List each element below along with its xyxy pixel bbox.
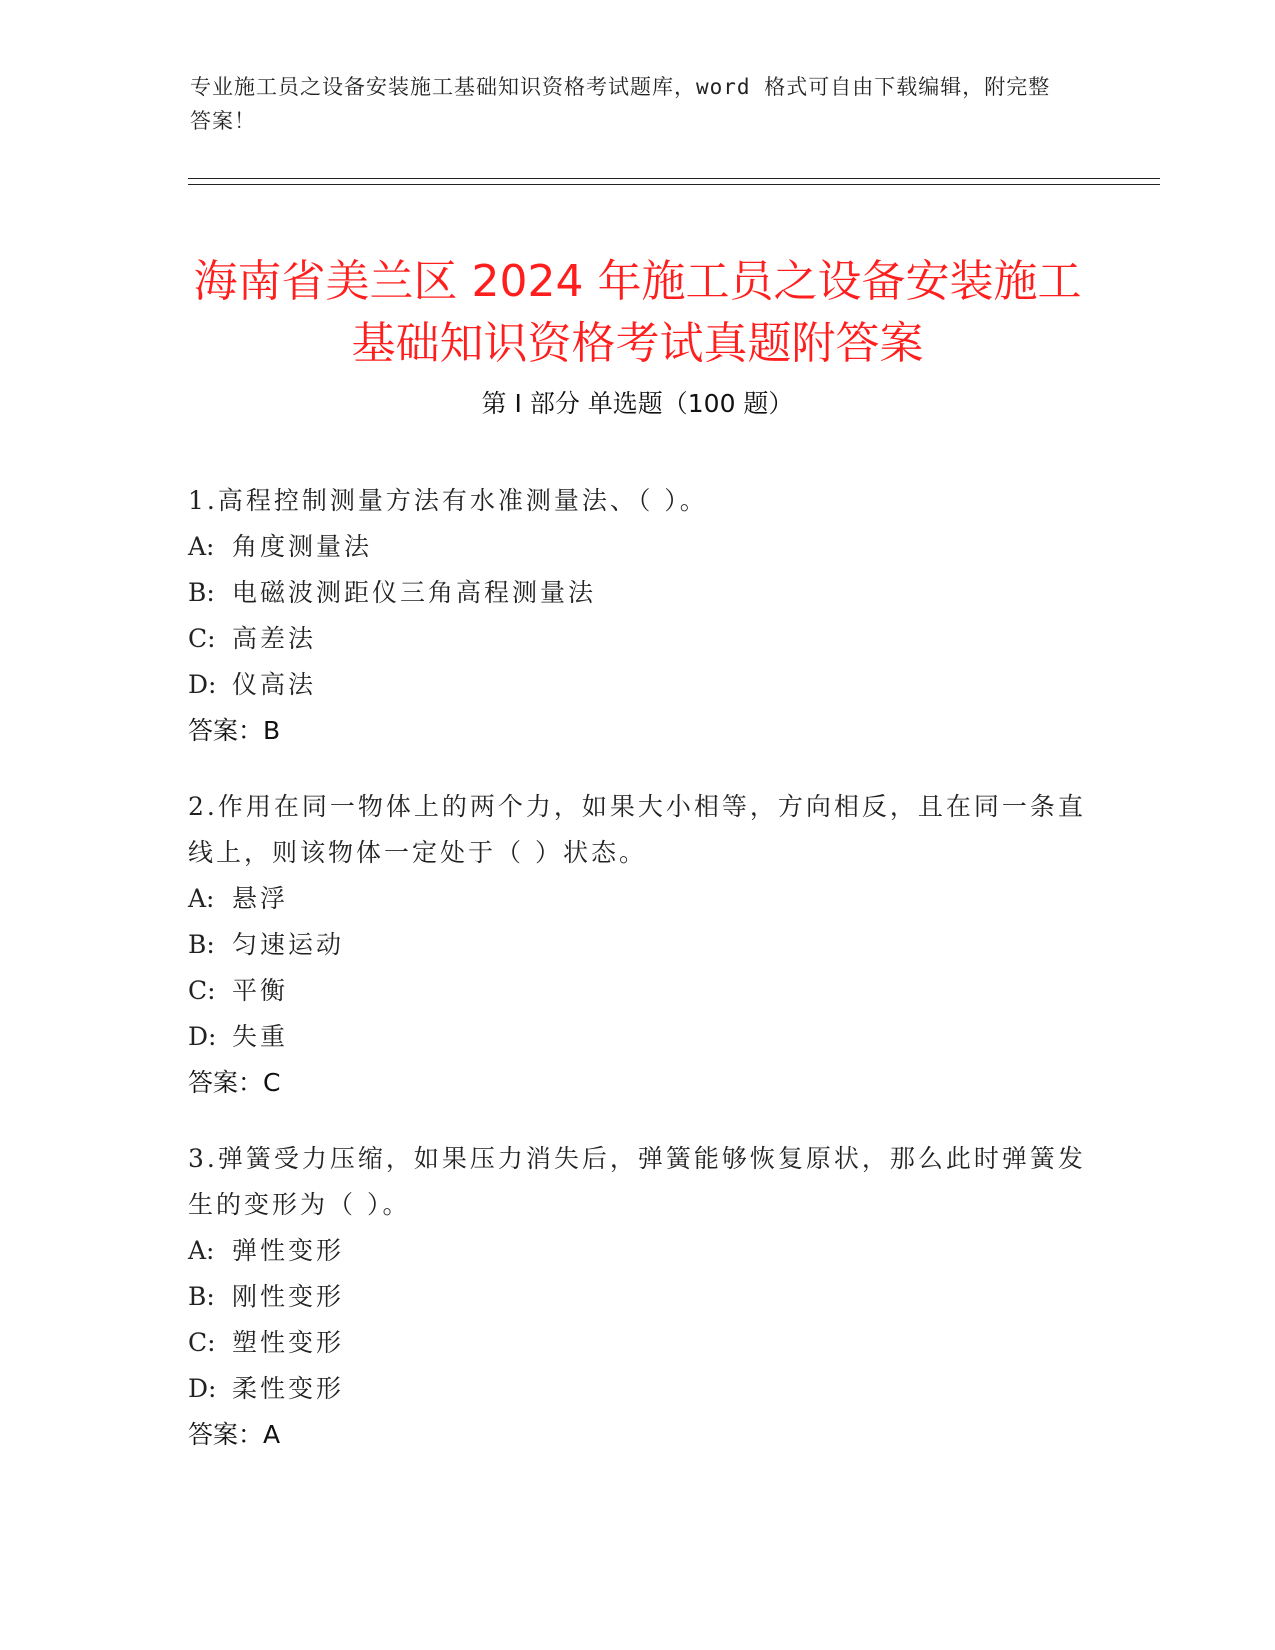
- answer: 答案：A: [188, 1420, 281, 1449]
- question-3: [188, 1136, 1088, 1458]
- option-a: [188, 524, 1088, 570]
- option-text: 高差法: [232, 624, 317, 653]
- option-key: B:: [188, 930, 215, 959]
- option-a: [188, 876, 1088, 922]
- question-stem: 1.高程控制测量方法有水准测量法、（ ）。: [188, 486, 708, 515]
- option-key: A:: [188, 884, 215, 913]
- question-2: [188, 784, 1088, 1106]
- option-key: B:: [188, 578, 215, 607]
- option-c: [188, 616, 1088, 662]
- option-b: [188, 570, 1088, 616]
- option-text: 柔性变形: [232, 1374, 345, 1403]
- option-text: 匀速运动: [232, 930, 345, 959]
- header-divider-top: [188, 178, 1160, 179]
- option-text: 刚性变形: [232, 1282, 345, 1311]
- option-text: 电磁波测距仪三角高程测量法: [232, 578, 597, 607]
- option-key: C:: [188, 1328, 216, 1357]
- option-d: [188, 1366, 1088, 1412]
- question-list: [188, 478, 1088, 1488]
- option-key: C:: [188, 976, 216, 1005]
- option-key: A:: [188, 1236, 215, 1265]
- option-b: [188, 922, 1088, 968]
- document-title-line-1: 海南省美兰区 2024 年施工员之设备安装施工: [193, 256, 1082, 308]
- option-text: 弹性变形: [232, 1236, 345, 1265]
- option-key: D:: [188, 670, 217, 699]
- option-key: A:: [188, 532, 215, 561]
- question-stem: 3.弹簧受力压缩，如果压力消失后，弹簧能够恢复原状，那么此时弹簧发生的变形为（ ）。: [188, 1144, 1086, 1219]
- document-title-line-2: 基础知识资格考试真题附答案: [351, 318, 924, 370]
- option-text: 失重: [232, 1022, 289, 1051]
- option-text: 悬浮: [232, 884, 289, 913]
- option-c: [188, 1320, 1088, 1366]
- option-c: [188, 968, 1088, 1014]
- section-title: 第 I 部分 单选题（100 题）: [481, 389, 794, 418]
- option-key: D:: [188, 1374, 217, 1403]
- answer: 答案：B: [188, 716, 281, 745]
- question-stem: 2.作用在同一物体上的两个力，如果大小相等，方向相反，且在同一条直线上，则该物体一定处于（ ）状态。: [188, 792, 1086, 867]
- option-key: B:: [188, 1282, 215, 1311]
- document-title: [100, 251, 1175, 375]
- option-d: [188, 662, 1088, 708]
- header-note: 专业施工员之设备安装施工基础知识资格考试题库，word 格式可自由下载编辑，附完整答案！: [190, 75, 1051, 133]
- header-divider-bottom: [188, 184, 1160, 185]
- option-b: [188, 1274, 1088, 1320]
- option-key: D:: [188, 1022, 217, 1051]
- option-text: 角度测量法: [232, 532, 373, 561]
- option-a: [188, 1228, 1088, 1274]
- option-key: C:: [188, 624, 216, 653]
- option-text: 仪高法: [232, 670, 317, 699]
- option-text: 塑性变形: [232, 1328, 345, 1357]
- question-1: [188, 478, 1088, 754]
- option-text: 平衡: [232, 976, 289, 1005]
- answer: 答案：C: [188, 1068, 281, 1097]
- option-d: [188, 1014, 1088, 1060]
